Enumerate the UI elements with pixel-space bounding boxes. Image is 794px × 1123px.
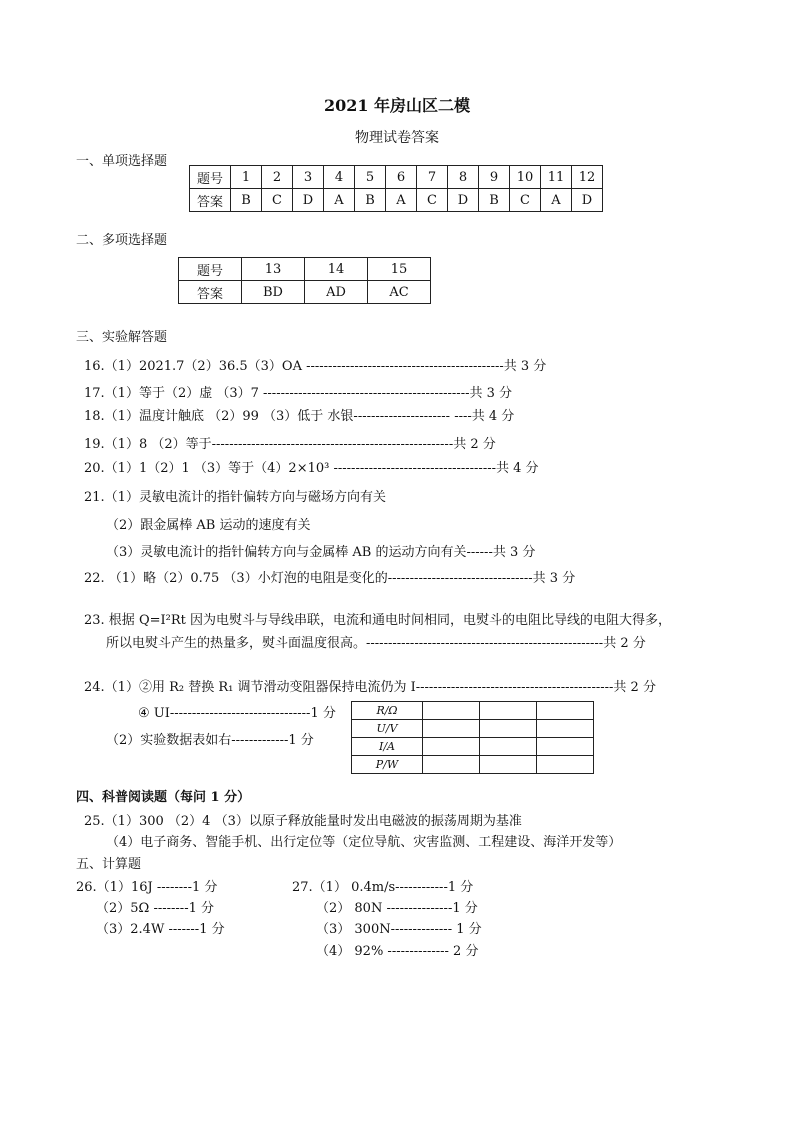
table-cell: [423, 738, 480, 756]
table-cell: 9: [479, 166, 510, 189]
page-subtitle: 物理试卷答案: [355, 130, 439, 146]
table-cell: BD: [242, 281, 305, 304]
answer-line-24-2: ④ UI--------------------------------1 分: [138, 706, 336, 721]
page-title: 2021 年房山区二模: [323, 96, 471, 115]
table-cell: [480, 756, 537, 774]
table-cell: 题号: [179, 258, 242, 281]
table-cell: 12: [572, 166, 603, 189]
table-cell: A: [541, 189, 572, 212]
answer-line-21-1: 21.（1）灵敏电流计的指针偏转方向与磁场方向有关: [84, 490, 386, 505]
answer-line-21-3: （3）灵敏电流计的指针偏转方向与金属棒 AB 的运动方向有关------共 3 分: [106, 545, 536, 560]
answer-line-23-1: 23. 根据 Q=I²Rt 因为电熨斗与导线串联，电流和通电时间相同，电熨斗的电阻比导线的电阻大得多，: [84, 613, 671, 628]
table-cell: 14: [305, 258, 368, 281]
table-cell: [537, 720, 594, 738]
table-cell: B: [231, 189, 262, 212]
table-cell: B: [355, 189, 386, 212]
table-cell: [423, 702, 480, 720]
table-row: [190, 166, 603, 189]
table-cell: [537, 702, 594, 720]
answer-line-22: 22. （1）略（2）0.75 （3）小灯泡的电阻是变化的---------------------------------共 3 分: [84, 571, 576, 586]
table-cell: 15: [368, 258, 431, 281]
table-cell: P/W: [352, 756, 423, 774]
table-cell: AC: [368, 281, 431, 304]
answer-line-21-2: （2）跟金属棒 AB 运动的速度有关: [106, 518, 311, 533]
answer-line-24-1: 24.（1）②用 R₂ 替换 R₁ 调节滑动变阻器保持电流仍为 I---------------------------------------------共 2 分: [84, 680, 656, 695]
table-cell: I/A: [352, 738, 423, 756]
answer-line-26-1: 26.（1）16J --------1 分: [76, 880, 218, 895]
answer-line-27-3: （3） 300N-------------- 1 分: [316, 922, 482, 937]
table-cell: R/Ω: [352, 702, 423, 720]
table-row: [352, 756, 594, 774]
section-reading: 四、科普阅读题（每问 1 分）: [76, 790, 251, 805]
multiple-choice-table: [178, 257, 431, 304]
table-cell: A: [324, 189, 355, 212]
answer-line-27-2: （2） 80N ---------------1 分: [316, 901, 478, 916]
table-cell: 题号: [190, 166, 231, 189]
table-row: [352, 702, 594, 720]
table-cell: D: [448, 189, 479, 212]
table-cell: U/V: [352, 720, 423, 738]
table-cell: 3: [293, 166, 324, 189]
table-cell: 1: [231, 166, 262, 189]
table-row: [352, 738, 594, 756]
table-cell: [480, 702, 537, 720]
table-cell: D: [293, 189, 324, 212]
table-cell: 10: [510, 166, 541, 189]
experiment-data-table: [351, 701, 594, 774]
section-calculation: 五、计算题: [76, 857, 142, 872]
table-cell: 5: [355, 166, 386, 189]
table-cell: [480, 738, 537, 756]
answer-line-24-3: （2）实验数据表如右-------------1 分: [106, 733, 314, 748]
answer-line-26-2: （2）5Ω --------1 分: [96, 901, 214, 916]
answer-line-23-2: 所以电熨斗产生的热量多，熨斗面温度很高。------------------------------------------------------共 2 分: [106, 636, 646, 651]
table-cell: 13: [242, 258, 305, 281]
answer-line-16: 16.（1）2021.7（2）36.5（3）OA ---------------------------------------------共 3 分: [84, 359, 547, 374]
table-cell: 答案: [190, 189, 231, 212]
table-cell: A: [386, 189, 417, 212]
table-cell: [423, 720, 480, 738]
table-cell: AD: [305, 281, 368, 304]
table-cell: 7: [417, 166, 448, 189]
answer-line-27-4: （4） 92% -------------- 2 分: [316, 944, 479, 959]
table-row: [352, 720, 594, 738]
table-cell: B: [479, 189, 510, 212]
table-cell: [537, 738, 594, 756]
table-cell: 11: [541, 166, 572, 189]
table-row: [179, 281, 431, 304]
single-choice-table: [189, 165, 603, 212]
answer-line-26-3: （3）2.4W -------1 分: [96, 922, 225, 937]
answer-line-17: 17.（1）等于（2）虚 （3）7 -----------------------------------------------共 3 分: [84, 386, 513, 401]
table-cell: 6: [386, 166, 417, 189]
answer-line-18: 18.（1）温度计触底 （2）99 （3）低于 水银---------------------- ----共 4 分: [84, 409, 515, 424]
table-row: [179, 258, 431, 281]
table-cell: D: [572, 189, 603, 212]
table-cell: 4: [324, 166, 355, 189]
table-cell: 8: [448, 166, 479, 189]
answer-line-19: 19.（1）8 （2）等于-------------------------------------------------------共 2 分: [84, 437, 496, 452]
table-row: [190, 189, 603, 212]
section-multiple-choice: 二、多项选择题: [76, 233, 168, 248]
table-cell: C: [262, 189, 293, 212]
answer-line-25-1: 25.（1）300 （2）4 （3）以原子释放能量时发出电磁波的振荡周期为基准: [84, 814, 522, 829]
table-cell: C: [510, 189, 541, 212]
answer-line-25-2: （4）电子商务、智能手机、出行定位等（定位导航、灾害监测、工程建设、海洋开发等）: [106, 835, 622, 850]
table-cell: [537, 756, 594, 774]
answer-line-27-1: 27.（1） 0.4m/s------------1 分: [292, 880, 474, 895]
table-cell: [423, 756, 480, 774]
table-cell: C: [417, 189, 448, 212]
section-experiment: 三、实验解答题: [76, 330, 168, 345]
answer-line-20: 20.（1）1（2）1 （3）等于（4）2×10³ -------------------------------------共 4 分: [84, 461, 539, 476]
section-single-choice: 一、单项选择题: [76, 154, 168, 169]
table-cell: [480, 720, 537, 738]
table-cell: 2: [262, 166, 293, 189]
table-cell: 答案: [179, 281, 242, 304]
